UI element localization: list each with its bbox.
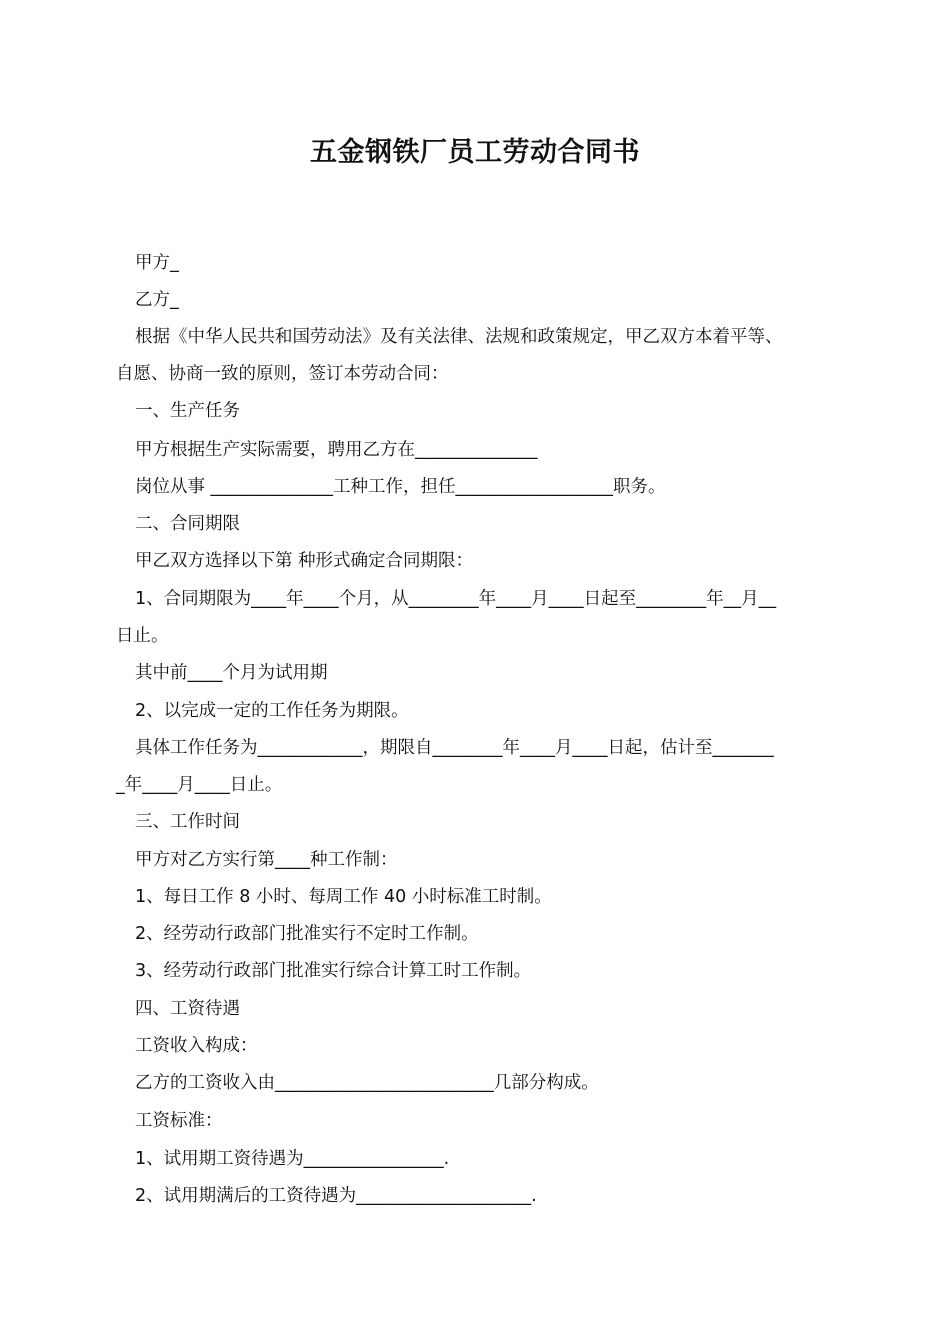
document-title: 五金钢铁厂员工劳动合同书 bbox=[310, 137, 640, 168]
section-heading-1: 一、生产任务 bbox=[135, 401, 240, 421]
paragraph-line: 2、以完成一定的工作任务为期限。 bbox=[135, 701, 409, 721]
preamble-line-2: 自愿、协商一致的原则，签订本劳动合同： bbox=[116, 364, 449, 384]
paragraph-line: _年____月____日止。 bbox=[116, 775, 283, 795]
paragraph-line: 3、经劳动行政部门批准实行综合计算工时工作制。 bbox=[135, 961, 532, 981]
paragraph-line: 日止。 bbox=[116, 626, 169, 646]
paragraph-line: 岗位从事 ______________工种工作，担任__________________职务。 bbox=[135, 477, 666, 497]
paragraph-line: 工资收入构成： bbox=[135, 1036, 258, 1056]
paragraph-line: 甲方对乙方实行第____种工作制： bbox=[135, 850, 398, 870]
section-heading-2: 二、合同期限 bbox=[135, 514, 240, 534]
paragraph-line: 工资标准： bbox=[135, 1111, 223, 1131]
party-b-line: 乙方_ bbox=[135, 290, 179, 310]
paragraph-line: 甲乙双方选择以下第 种形式确定合同期限： bbox=[135, 551, 474, 571]
paragraph-line: 其中前____个月为试用期 bbox=[135, 663, 328, 683]
paragraph-line: 甲方根据生产实际需要，聘用乙方在______________ bbox=[135, 440, 538, 460]
section-heading-4: 四、工资待遇 bbox=[135, 999, 240, 1019]
paragraph-line: 1、试用期工资待遇为________________. bbox=[135, 1149, 450, 1169]
paragraph-line: 2、试用期满后的工资待遇为____________________. bbox=[135, 1186, 537, 1206]
paragraph-line: 具体工作任务为____________，期限自________年____月____日起，估计至_______ bbox=[135, 738, 774, 758]
preamble-line-1: 根据《中华人民共和国劳动法》及有关法律、法规和政策规定，甲乙双方本着平等、 bbox=[135, 327, 783, 347]
party-a-line: 甲方_ bbox=[135, 253, 179, 273]
paragraph-line: 乙方的工资收入由_________________________几部分构成。 bbox=[135, 1073, 599, 1093]
paragraph-line: 2、经劳动行政部门批准实行不定时工作制。 bbox=[135, 924, 479, 944]
paragraph-line: 1、合同期限为____年____个月，从________年____月____日起至________年__月__ bbox=[135, 589, 777, 609]
section-heading-3: 三、工作时间 bbox=[135, 812, 240, 832]
paragraph-line: 1、每日工作 8 小时、每周工作 40 小时标准工时制。 bbox=[135, 887, 552, 907]
